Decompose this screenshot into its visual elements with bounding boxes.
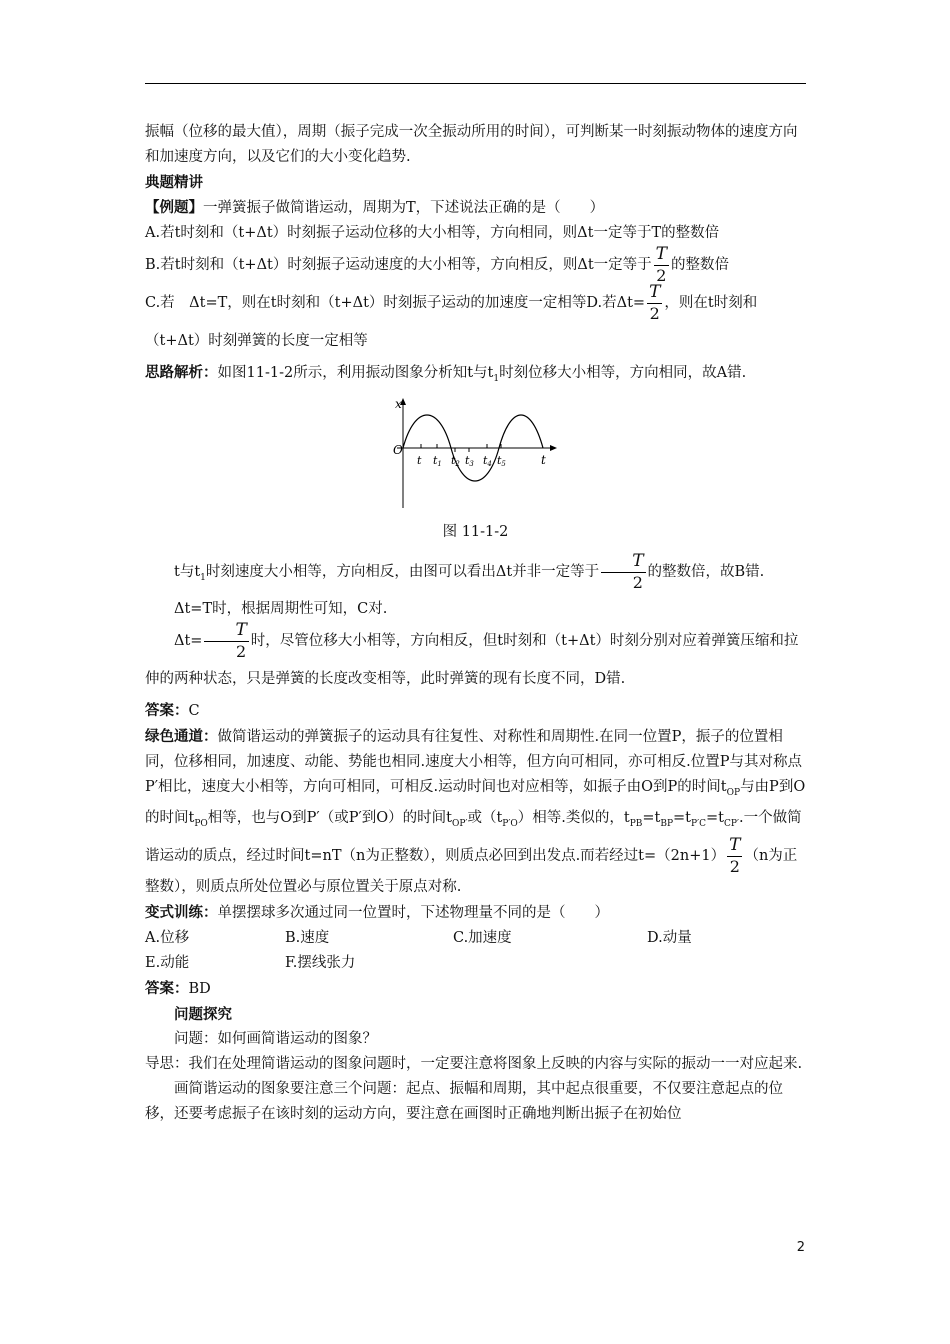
intro-paragraph: 振幅（位移的最大值），周期（振子完成一次全振动所用的时间），可判断某一时刻振动物体的速度方向和加速度方向，以及它们的大小变化趋势.: [145, 124, 798, 165]
question: 问题：如何画简谐运动的图象？: [174, 1030, 377, 1047]
section-heading-1: 典题精讲: [145, 174, 203, 191]
analysis-c: Δt=T时，根据周期性可知，C对.: [174, 600, 388, 617]
tick-t2: t2: [451, 453, 460, 468]
analysis-d: Δt= $\frac{T}{2}$ 时，尽管位移大小相等，方向相反，但t时刻和（t+Δt）时刻分别对应着弹簧压缩和拉伸的两种状态，只是弹簧的长度改变相等，此时弹簧的现有长度不同，D错.: [145, 619, 799, 687]
fraction-t-over-2: $\frac{T}{2}$: [655, 244, 668, 285]
variant-label: 变式训练：: [145, 903, 218, 921]
y-axis-label: x: [395, 396, 402, 411]
option-b-text: B.若t时刻和（t+Δt）时刻振子运动速度的大小相等，方向相反，则Δt一定等于: [145, 257, 652, 273]
analysis-paragraph: 思路解析：如图11-1-2所示，利用振动图象分析知t与$t_1$时刻位移大小相等，方向相同，故A错.: [145, 364, 747, 384]
option-d-tail: ，则在t时刻和（t+Δt）时刻弹簧的长度一定相等: [145, 295, 758, 349]
figure-caption: 图 11-1-2: [442, 523, 509, 540]
analysis-b: t与$t_1$时刻速度大小相等，方向相反，由图可以看出Δt并非一定等于 $\frac{T}{2}$ 的整数倍，故B错.: [174, 550, 765, 592]
example-stem: [145, 195, 806, 221]
analysis-label: 思路解析：: [145, 364, 218, 381]
green-channel: 绿色通道：做简谐运动的弹簧振子的运动具有往复性、对称性和周期性.在同一位置P，振子的位置相同，位移相同，加速度、动能、势能也相同.速度大小相等，但方向可相同，亦可相反.位置P与其对称点P′相比，速度大小相等，方向可相同，可相反.运动时间也对应相等，如振子由O到P的时间$t_{OP}$与由P到O的时间$t_{PO}$相等，也与O到P′（或P′到O）的时间$t_{OP'}$或$(t_{P'O})$相等.类似的，$t_{PB}=t_{BP}=t_{P'C}=t_{CP'}$.一个做简谐运动的质点，经过时间t=nT（n为正整数），则质点必回到出发点.而若经过t=（2n+1） $\frac{T}{2}$ （n为正整数），则质点所处位置必与原位置关于原点对称.: [145, 727, 806, 895]
header-rule: [145, 83, 806, 84]
page-body: [145, 120, 806, 1127]
option-a: A.若t时刻和（t+Δt）时刻振子运动位移的大小相等，方向相同，则Δt一定等于T的整数倍: [145, 225, 720, 241]
example-stem-text: 一弹簧振子做简谐运动，周期为T，下述说法正确的是（ ）: [203, 200, 605, 216]
fraction-t-over-2: $\frac{T}{2}$: [204, 622, 248, 660]
last-paragraph: 画简谐运动的图象要注意三个问题：起点、振幅和周期，其中起点很重要，不仅要注意起点的位移，还要考虑振子在该时刻的运动方向，要注意在画图时正确地判断出振子在初始位: [145, 1080, 783, 1122]
tick-t1: t1: [433, 453, 442, 468]
fraction-t-over-2: $\frac{T}{2}$: [601, 553, 645, 591]
green-channel-label: 绿色通道：: [145, 727, 218, 745]
answer-1: 答案：C: [145, 701, 200, 719]
tick-t3: t3: [465, 453, 474, 468]
variant-training: 变式训练：单摆摆球多次通过同一位置时，下述物理量不同的是（ ）: [145, 903, 609, 921]
origin-label: O: [393, 442, 403, 457]
tick-t5: t5: [497, 453, 506, 468]
x-axis-label: t: [541, 452, 546, 467]
vibration-graph: [395, 396, 565, 514]
option-b-tail: 的整数倍: [671, 257, 730, 273]
option-b: [145, 246, 806, 284]
tick-t4: t4: [483, 453, 492, 468]
figure-11-1-2: [145, 396, 806, 514]
tick-t: t: [417, 453, 422, 467]
guide-paragraph: 导思：我们在处理简谐运动的图象问题时，一定要注意将图象上反映的内容与实际的振动一一对应起来.: [145, 1055, 803, 1072]
section-heading-2: 问题探究: [174, 1005, 232, 1023]
variant-options-row-1: A.位移 B.速度 C.加速度 D.动量: [145, 929, 692, 946]
option-cd: [145, 284, 806, 360]
variant-options-row-2: E.动能 F.摆线张力: [145, 954, 356, 971]
fraction-t-over-2: $\frac{T}{2}$: [649, 282, 661, 323]
option-c-text: C.若 Δt=T，则在t时刻和（t+Δt）时刻振子运动的加速度一定相等D.若Δt=: [145, 295, 646, 311]
page-number: 2: [796, 1240, 805, 1255]
answer-2: 答案：BD: [145, 979, 211, 997]
example-label: 【例题】: [145, 199, 203, 216]
fraction-t-over-2: $\frac{T}{2}$: [729, 834, 741, 876]
